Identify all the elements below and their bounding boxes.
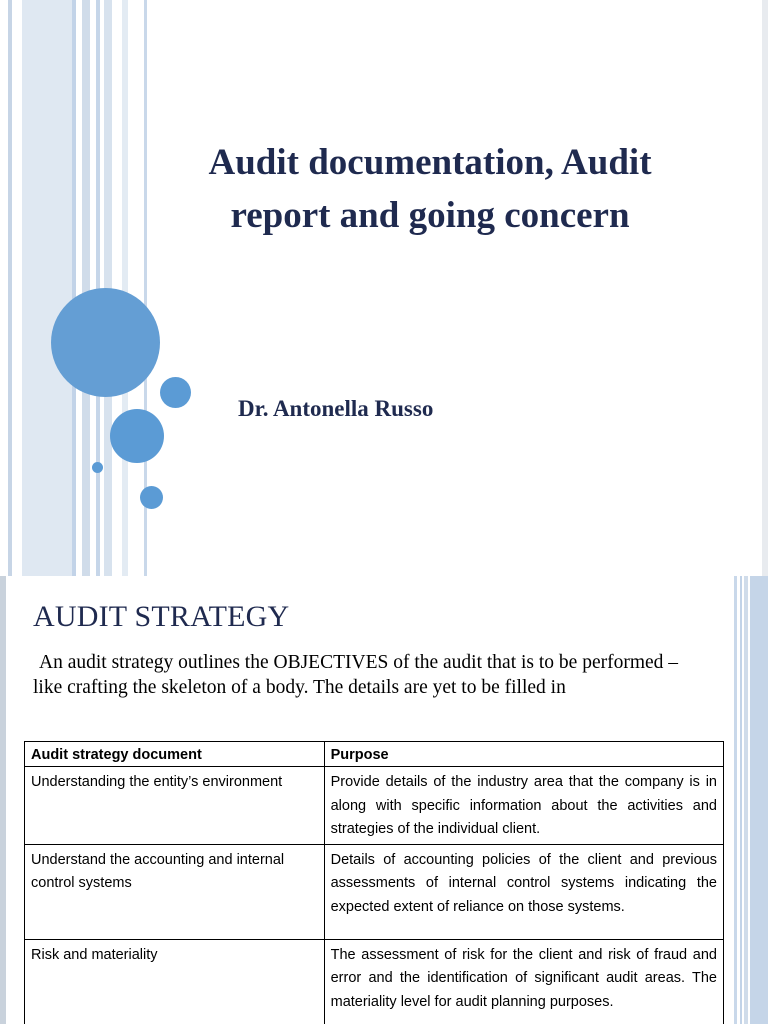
- column-header-purpose: Purpose: [324, 742, 723, 767]
- decorative-circle-small: [160, 377, 191, 408]
- row-purpose: Details of accounting policies of the client and previous assessments of internal control systems indicating the expected extent of reliance on those systems.: [324, 844, 723, 939]
- decorative-circle-tiny: [92, 462, 103, 473]
- slide-heading: AUDIT STRATEGY: [33, 600, 290, 633]
- decorative-circle-medium: [110, 409, 164, 463]
- decorative-circle-small-2: [140, 486, 163, 509]
- right-edge-strip: [762, 0, 768, 576]
- row-purpose: The assessment of risk for the client and risk of fraud and error and the identification of significant audit areas. The materiality level for audit planning purposes.: [324, 939, 723, 1024]
- strategy-table: [24, 741, 724, 1024]
- table-row: [25, 939, 724, 1024]
- slide-title: Audit documentation, Audit report and going concern: [208, 142, 652, 236]
- slide-author: Dr. Antonella Russo: [238, 396, 434, 421]
- table-row: [25, 844, 724, 939]
- decorative-stripes-right: [734, 576, 768, 1024]
- decorative-stripes: [0, 0, 150, 576]
- table-header-row: [25, 742, 724, 767]
- row-document: Understand the accounting and internal control systems: [25, 844, 325, 939]
- column-header-document: Audit strategy document: [25, 742, 325, 767]
- intro-paragraph: An audit strategy outlines the OBJECTIVES of the audit that is to be performed – like crafting the skeleton of a body. The details are yet to be filled in: [33, 652, 679, 698]
- table-row: [25, 767, 724, 845]
- row-purpose: Provide details of the industry area that the company is in along with specific information about the activities and strategies of the individual client.: [324, 767, 723, 845]
- row-document: Risk and materiality: [25, 939, 325, 1024]
- left-edge-strip: [0, 576, 6, 1024]
- decorative-circle-large: [51, 288, 160, 397]
- row-document: Understanding the entity’s environment: [25, 767, 325, 845]
- audit-strategy-slide: [0, 576, 768, 1024]
